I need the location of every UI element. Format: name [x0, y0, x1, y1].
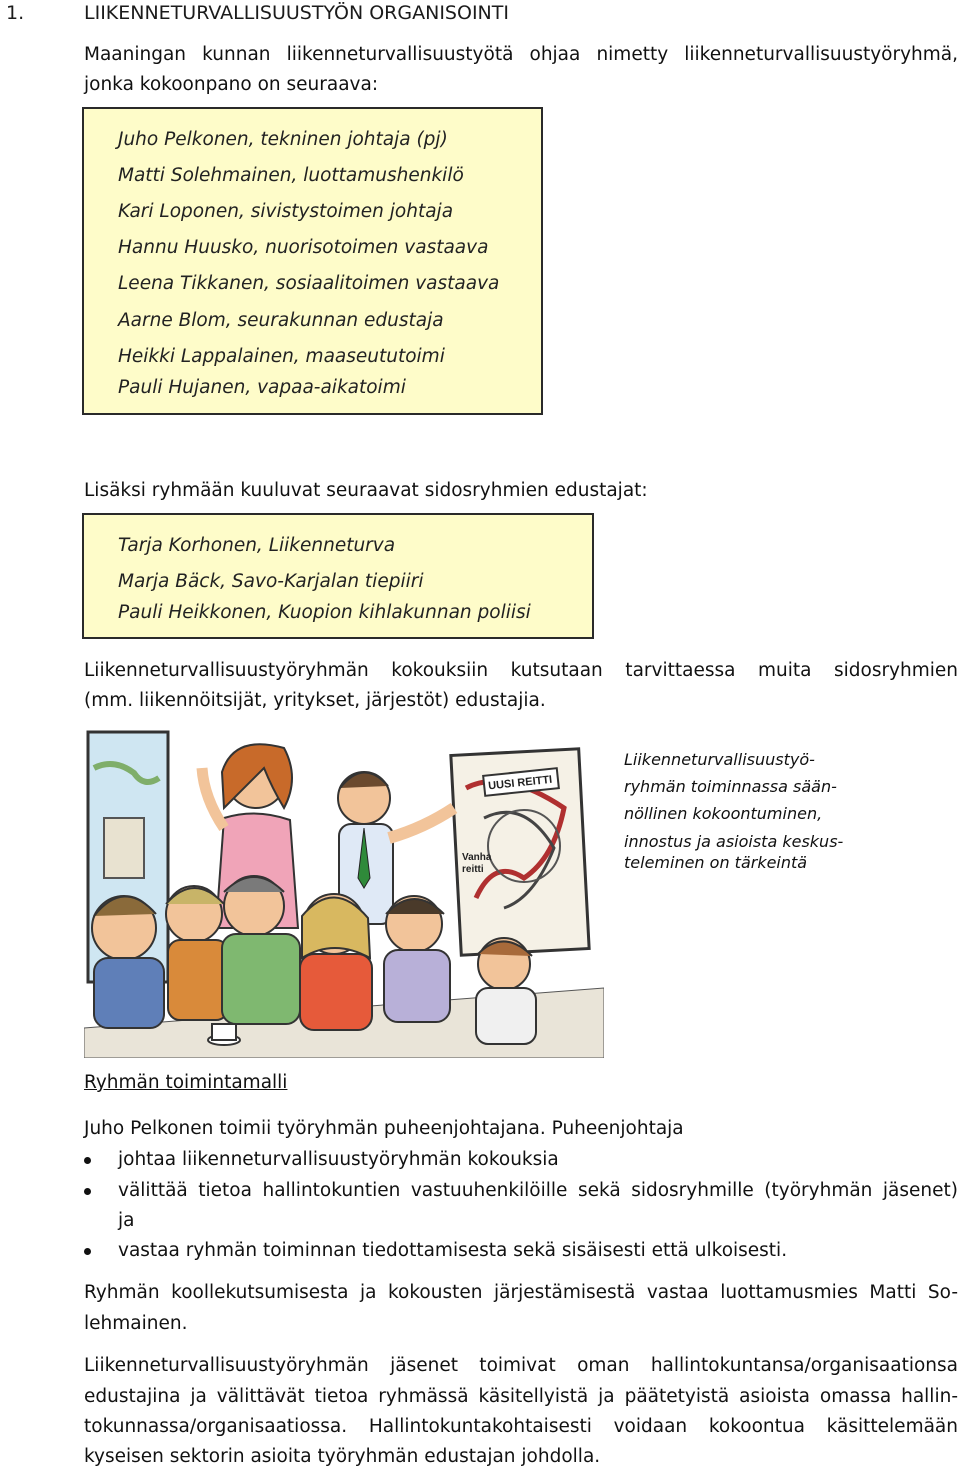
member-item: Juho Pelkonen, tekninen johtaja (pj)	[118, 129, 448, 150]
member-item: Aarne Blom, seurakunnan edustaja	[118, 310, 444, 331]
bullet-item	[84, 1145, 958, 1175]
sign-new-route: UUSI REITTI	[487, 773, 553, 793]
intro-line-1: Maaningan kunnan liikenneturvallisuustyötä ohjaa nimetty liikenneturvallisuustyöryhmä,	[84, 44, 958, 65]
member-item: Heikki Lappalainen, maaseututoimi	[118, 346, 445, 367]
intro-line-2: jonka kokoonpano on seuraava:	[84, 74, 379, 95]
illustration-caption-line: Liikenneturvallisuustyö-	[624, 750, 815, 769]
members-para-line-2: edustajina ja välittävät tietoa ryhmässä käsitellyistä ja päätetyistä asioista omassa hallin-	[84, 1386, 958, 1407]
bullet-text-continued: ja	[118, 1210, 135, 1231]
heading-number: 1.	[6, 2, 25, 24]
member-item: Hannu Huusko, nuorisotoimen vastaava	[118, 237, 489, 258]
bullet-item	[84, 1236, 958, 1266]
member-item: Pauli Hujanen, vapaa-aikatoimi	[118, 377, 406, 398]
bullet-item	[84, 1176, 958, 1236]
bullet-text: johtaa liikenneturvallisuustyöryhmän kokouksia	[118, 1149, 559, 1170]
illustration-caption-line: ryhmän toiminnassa sään-	[624, 777, 837, 796]
secretary-line-1: Ryhmän koollekutsumisesta ja kokousten järjestämisestä vastaa luottamusmies Matti So-	[84, 1282, 958, 1303]
bullet-text: vastaa ryhmän toiminnan tiedottamisesta sekä sisäisesti että ulkoisesti.	[118, 1240, 788, 1261]
members-para-line-4: kyseisen sektorin asioita työryhmän edustajan johdolla.	[84, 1446, 601, 1467]
heading-title: LIIKENNETURVALLISUUSTYÖN ORGANISOINTI	[84, 2, 509, 24]
bullet-dot	[84, 1188, 91, 1195]
meeting-illustration	[84, 728, 604, 1058]
invite-line-2: (mm. liikennöitsijät, yritykset, järjestöt) edustajia.	[84, 690, 546, 711]
invite-line-1: Liikenneturvallisuustyöryhmän kokouksiin kutsutaan tarvittaessa muita sidosryhmien	[84, 660, 958, 681]
sign-old-route-1: Vanha	[462, 852, 492, 863]
secretary-line-2: lehmainen.	[84, 1313, 188, 1334]
chair-intro: Juho Pelkonen toimii työryhmän puheenjohtajana. Puheenjohtaja	[84, 1118, 684, 1139]
member-item: Leena Tikkanen, sosiaalitoimen vastaava	[118, 273, 500, 294]
stakeholders-box	[82, 513, 594, 639]
member-item: Matti Solehmainen, luottamushenkilö	[118, 165, 464, 186]
bullet-dot	[84, 1157, 91, 1164]
section-heading	[0, 2, 960, 28]
members-box	[82, 107, 543, 415]
illustration-caption-line: innostus ja asioista keskus-	[624, 832, 844, 851]
stakeholder-item: Marja Bäck, Savo-Karjalan tiepiiri	[118, 571, 424, 592]
stakeholder-item: Tarja Korhonen, Liikenneturva	[118, 535, 396, 556]
bullet-dot	[84, 1248, 91, 1255]
members-para-line-1: Liikenneturvallisuustyöryhmän jäsenet toimivat oman hallintokuntansa/organisaationsa	[84, 1355, 958, 1376]
section-title: Ryhmän toimintamalli	[84, 1072, 288, 1093]
illustration-caption-line: nöllinen kokoontuminen,	[624, 804, 823, 823]
meeting-cartoon-image	[84, 728, 604, 1058]
bullet-text: välittää tietoa hallintokuntien vastuuhenkilöille sekä sidosryhmille (työryhmän jäsenet)	[118, 1180, 958, 1201]
stakeholders-intro: Lisäksi ryhmään kuuluvat seuraavat sidosryhmien edustajat:	[84, 480, 648, 501]
stakeholder-item: Pauli Heikkonen, Kuopion kihlakunnan poliisi	[118, 602, 531, 623]
sign-old-route-2: reitti	[462, 864, 484, 875]
member-item: Kari Loponen, sivistystoimen johtaja	[118, 201, 454, 222]
illustration-caption-line: teleminen on tärkeintä	[624, 853, 808, 872]
members-para-line-3: tokunnassa/organisaatiossa. Hallintokuntakohtaisesti voidaan kokoontua käsittelemään	[84, 1416, 958, 1437]
